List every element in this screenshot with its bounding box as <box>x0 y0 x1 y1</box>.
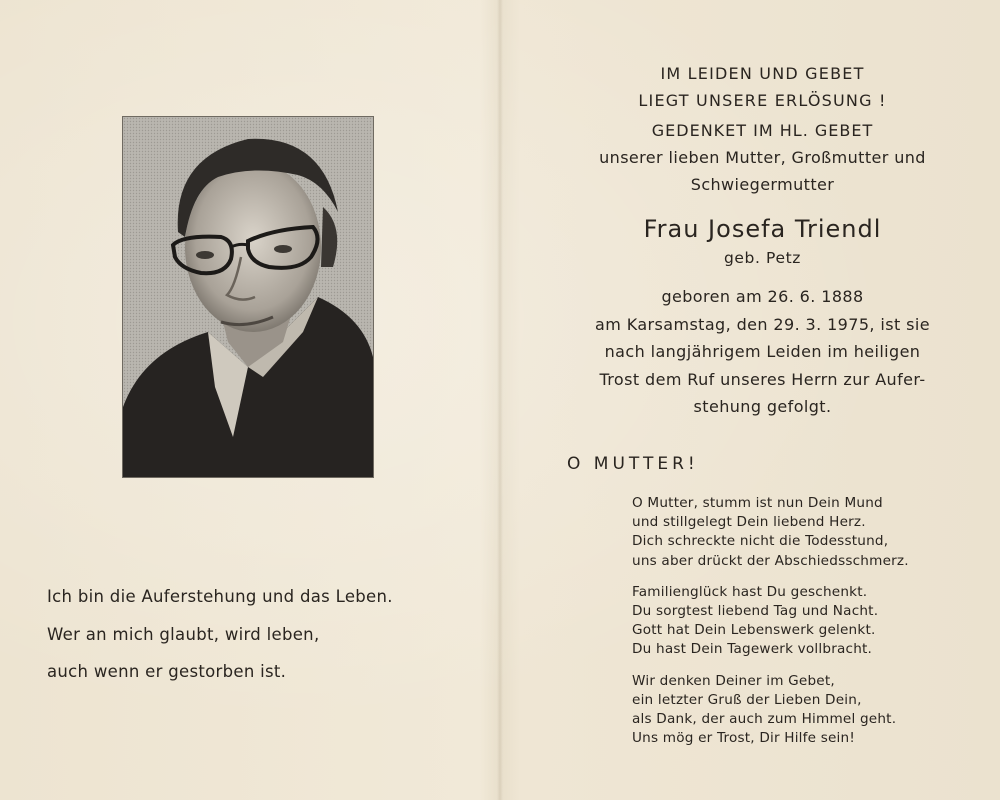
verse-line: auch wenn er gestorben ist. <box>47 662 287 681</box>
bio-line: stehung gefolgt. <box>693 397 832 416</box>
poem-line: Du hast Dein Tagewerk vollbracht. <box>632 641 873 658</box>
deceased-name: Frau Josefa Triendl <box>643 215 882 243</box>
card-fold <box>497 0 503 800</box>
poem-line: Dich schreckte nicht die Todesstund, <box>632 533 889 550</box>
bio-line: Trost dem Ruf unseres Herrn zur Aufer- <box>599 369 926 389</box>
relation-line: unserer lieben Mutter, Großmutter und <box>599 148 926 167</box>
poem-line: Du sorgtest liebend Tag und Nacht. <box>632 603 879 620</box>
poem-stanza <box>632 494 977 571</box>
poem-line: Familienglück hast Du geschenkt. <box>632 583 868 600</box>
poem-line: Gott hat Dein Lebenswerk gelenkt. <box>632 622 876 639</box>
poem-line: O Mutter, stumm ist nun Dein Mund <box>632 495 883 511</box>
motto-line: IM LEIDEN UND GEBET <box>660 64 865 83</box>
poem-stanza <box>632 583 977 660</box>
life-dates <box>555 283 970 421</box>
poem <box>632 494 977 760</box>
verse-line: Ich bin die Auferstehung und das Leben. <box>47 587 393 606</box>
bio-line: nach langjährigem Leiden im heiligen <box>604 342 921 361</box>
bio-line: geboren am 26. 6. 1888 <box>661 287 864 306</box>
relation-line: Schwiegermutter <box>690 175 835 194</box>
poem-line: Uns mög er Trost, Dir Hilfe sein! <box>632 730 856 747</box>
maiden-name: geb. Petz <box>723 249 801 267</box>
poem-line: als Dank, der auch zum Himmel geht. <box>632 711 897 728</box>
poem-stanza <box>632 672 977 749</box>
scripture-verse <box>47 578 477 691</box>
poem-line: Wir denken Deiner im Gebet, <box>632 672 835 689</box>
bio-line: am Karsamstag, den 29. 3. 1975, ist sie <box>595 314 930 334</box>
relation-text <box>555 144 970 198</box>
poem-line: und stillgelegt Dein liebend Herz. <box>632 514 866 531</box>
poem-line: uns aber drückt der Abschiedsschmerz. <box>632 552 909 569</box>
motto-line: LIEGT UNSERE ERLÖSUNG ! <box>638 91 887 110</box>
gedenket-heading: GEDENKET IM HL. GEBET <box>651 121 874 140</box>
poem-title: O MUTTER! <box>567 454 699 474</box>
verse-line: Wer an mich glaubt, wird leben, <box>47 624 320 644</box>
poem-line: ein letzter Gruß der Lieben Dein, <box>632 691 862 708</box>
portrait-icon <box>123 117 373 477</box>
motto <box>555 60 970 114</box>
portrait-photo <box>123 117 373 477</box>
obituary-text <box>555 60 970 421</box>
